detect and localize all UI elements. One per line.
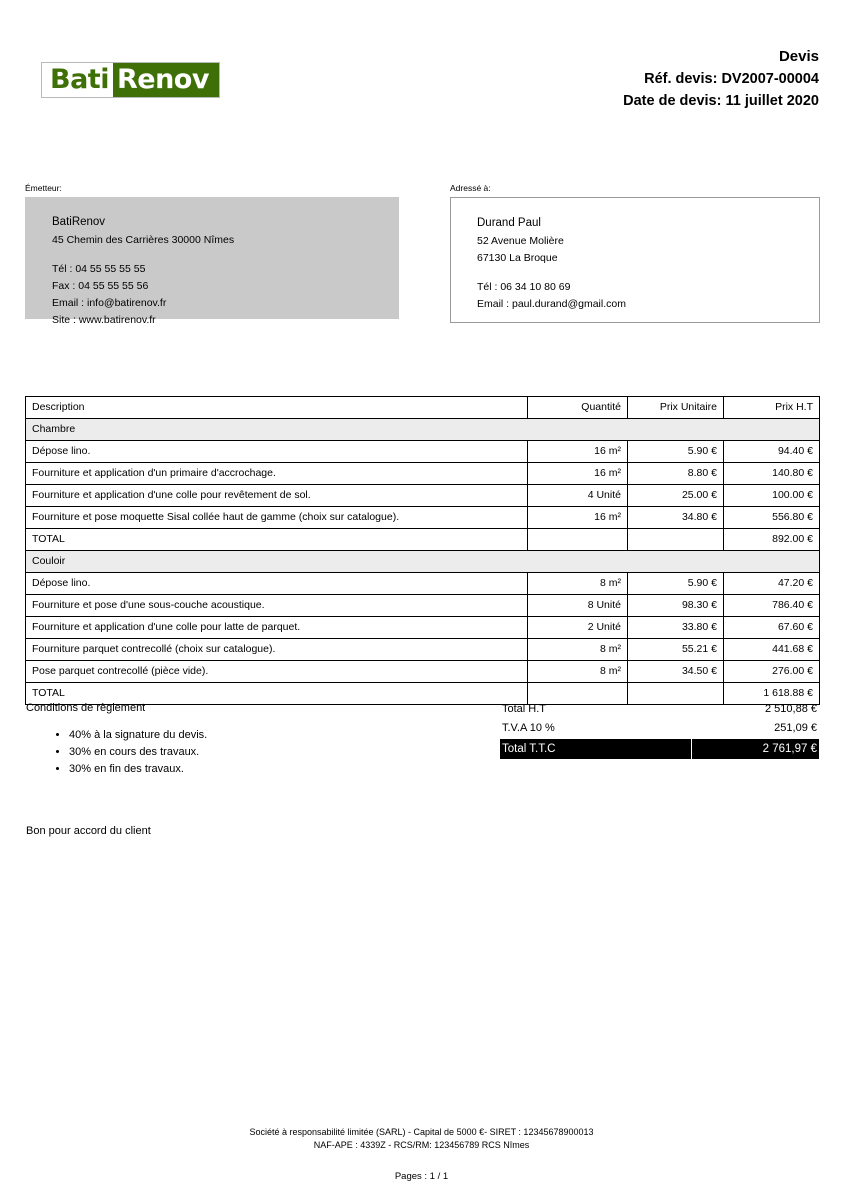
table-row [26, 595, 820, 617]
total-value: 1 618.88 € [724, 683, 820, 705]
cell-price-ht: 94.40 € [724, 441, 820, 463]
condition-item: • 40% à la signature du devis. [69, 727, 446, 743]
items-table [25, 396, 820, 705]
emitter-email: Email : info@batirenov.fr [52, 297, 167, 309]
cell-quantity: 8 Unité [528, 595, 628, 617]
condition-item: • 30% en fin des travaux. [69, 761, 446, 777]
emitter-address: 45 Chemin des Carrières 30000 Nîmes [52, 234, 235, 246]
items-table-body [26, 419, 820, 705]
total-ttc-value: 2 761,97 € [762, 743, 817, 755]
table-section-row [26, 551, 820, 573]
table-section-row [26, 419, 820, 441]
totals-block [500, 700, 819, 759]
table-row [26, 573, 820, 595]
total-ttc-row [500, 739, 819, 759]
total-ht-value: 2 510,88 € [765, 703, 817, 715]
total-ht-label: Total H.T [502, 703, 547, 715]
cell-price-ht: 276.00 € [724, 661, 820, 683]
addressee-address-line1: 52 Avenue Molière [477, 235, 564, 247]
condition-item: • 30% en cours des travaux. [69, 744, 446, 760]
document-footer [0, 1126, 843, 1183]
conditions-list [26, 727, 446, 777]
cell-price-ht: 556.80 € [724, 507, 820, 529]
addressee-address-line2: 67130 La Broque [477, 252, 558, 264]
addressee-email: Email : paul.durand@gmail.com [477, 298, 626, 310]
table-section-name: Couloir [26, 551, 820, 573]
table-row [26, 617, 820, 639]
addressee-name: Durand Paul [477, 217, 541, 229]
cell-unit-price: 5.90 € [628, 441, 724, 463]
document-header [0, 40, 843, 120]
emitter-label: Émetteur: [25, 183, 62, 193]
footer-legal-line2: NAF-APE : 4339Z - RCS/RM: 123456789 RCS Nîmes [313, 1140, 530, 1150]
cell-price-ht: 786.40 € [724, 595, 820, 617]
addressee-block [450, 183, 820, 323]
cell-description: Fourniture et pose d'une sous-couche acoustique. [26, 595, 528, 617]
table-row [26, 661, 820, 683]
table-row [26, 463, 820, 485]
total-label: TOTAL [26, 529, 528, 551]
cell-quantity: 8 m² [528, 573, 628, 595]
items-table-head [26, 397, 820, 419]
total-value: 892.00 € [724, 529, 820, 551]
cell-unit-price: 34.50 € [628, 661, 724, 683]
addressee-spacer [477, 267, 819, 279]
cell-unit-price: 33.80 € [628, 617, 724, 639]
header-description: Description [26, 397, 528, 419]
emitter-phone: Tél : 04 55 55 55 55 [52, 263, 146, 275]
table-total-row [26, 529, 820, 551]
footer-pages: Pages : 1 / 1 [394, 1171, 449, 1182]
cell-description: Dépose lino. [26, 441, 528, 463]
table-row [26, 441, 820, 463]
total-empty-quantity [528, 529, 628, 551]
addressee-label: Adressé à: [450, 183, 491, 193]
total-ttc-label: Total T.T.C [502, 743, 556, 755]
cell-quantity: 8 m² [528, 661, 628, 683]
cell-unit-price: 8.80 € [628, 463, 724, 485]
header-quantity: Quantité [528, 397, 628, 419]
total-empty-unit-price [628, 529, 724, 551]
cell-description: Pose parquet contrecollé (pièce vide). [26, 661, 528, 683]
cell-price-ht: 140.80 € [724, 463, 820, 485]
document-date: Date de devis: 11 juillet 2020 [623, 93, 819, 109]
cell-unit-price: 25.00 € [628, 485, 724, 507]
emitter-site: Site : www.batirenov.fr [52, 314, 156, 326]
logo-text-renov: Renov [113, 63, 219, 97]
cell-price-ht: 67.60 € [724, 617, 820, 639]
cell-price-ht: 47.20 € [724, 573, 820, 595]
conditions-title: Conditions de règlement [26, 702, 146, 714]
total-label: TOTAL [26, 683, 528, 705]
emitter-spacer [52, 249, 399, 261]
total-tva-value: 251,09 € [774, 722, 817, 734]
client-agreement-text: Bon pour accord du client [26, 825, 151, 837]
payment-conditions [26, 700, 446, 778]
emitter-block [25, 183, 399, 326]
cell-unit-price: 98.30 € [628, 595, 724, 617]
cell-price-ht: 100.00 € [724, 485, 820, 507]
cell-description: Fourniture et pose moquette Sisal collée haut de gamme (choix sur catalogue). [26, 507, 528, 529]
table-row [26, 507, 820, 529]
table-row [26, 485, 820, 507]
total-tva-row [500, 719, 819, 738]
cell-description: Fourniture et application d'une colle pour revêtement de sol. [26, 485, 528, 507]
addressee-phone: Tél : 06 34 10 80 69 [477, 281, 571, 293]
cell-description: Fourniture parquet contrecollé (choix sur catalogue). [26, 639, 528, 661]
emitter-box [25, 197, 399, 326]
header-unit-price: Prix Unitaire [628, 397, 724, 419]
total-tva-label: T.V.A 10 % [502, 722, 555, 734]
cell-description: Fourniture et application d'une colle pour latte de parquet. [26, 617, 528, 639]
cell-description: Dépose lino. [26, 573, 528, 595]
cell-unit-price: 34.80 € [628, 507, 724, 529]
emitter-name: BatiRenov [52, 216, 106, 228]
items-table-header-row [26, 397, 820, 419]
cell-quantity: 2 Unité [528, 617, 628, 639]
document-meta [623, 46, 819, 112]
cell-quantity: 16 m² [528, 441, 628, 463]
table-row [26, 639, 820, 661]
cell-unit-price: 55.21 € [628, 639, 724, 661]
cell-price-ht: 441.68 € [724, 639, 820, 661]
addressee-box [450, 197, 820, 323]
table-section-name: Chambre [26, 419, 820, 441]
logo-text-bati: Bati [42, 63, 113, 97]
cell-description: Fourniture et application d'un primaire d'accrochage. [26, 463, 528, 485]
document-title: Devis [778, 48, 819, 65]
company-logo [41, 62, 220, 98]
cell-quantity: 16 m² [528, 463, 628, 485]
emitter-fax: Fax : 04 55 55 55 56 [52, 280, 149, 292]
cell-unit-price: 5.90 € [628, 573, 724, 595]
cell-quantity: 8 m² [528, 639, 628, 661]
cell-quantity: 4 Unité [528, 485, 628, 507]
footer-legal-line1: Société à responsabilité limitée (SARL) - Capital de 5000 €- SIRET : 12345678900013 [249, 1127, 594, 1137]
header-price-ht: Prix H.T [724, 397, 820, 419]
totals-divider [691, 739, 692, 759]
document-reference: Réf. devis: DV2007-00004 [644, 71, 819, 87]
total-ht-row [500, 700, 819, 719]
cell-quantity: 16 m² [528, 507, 628, 529]
